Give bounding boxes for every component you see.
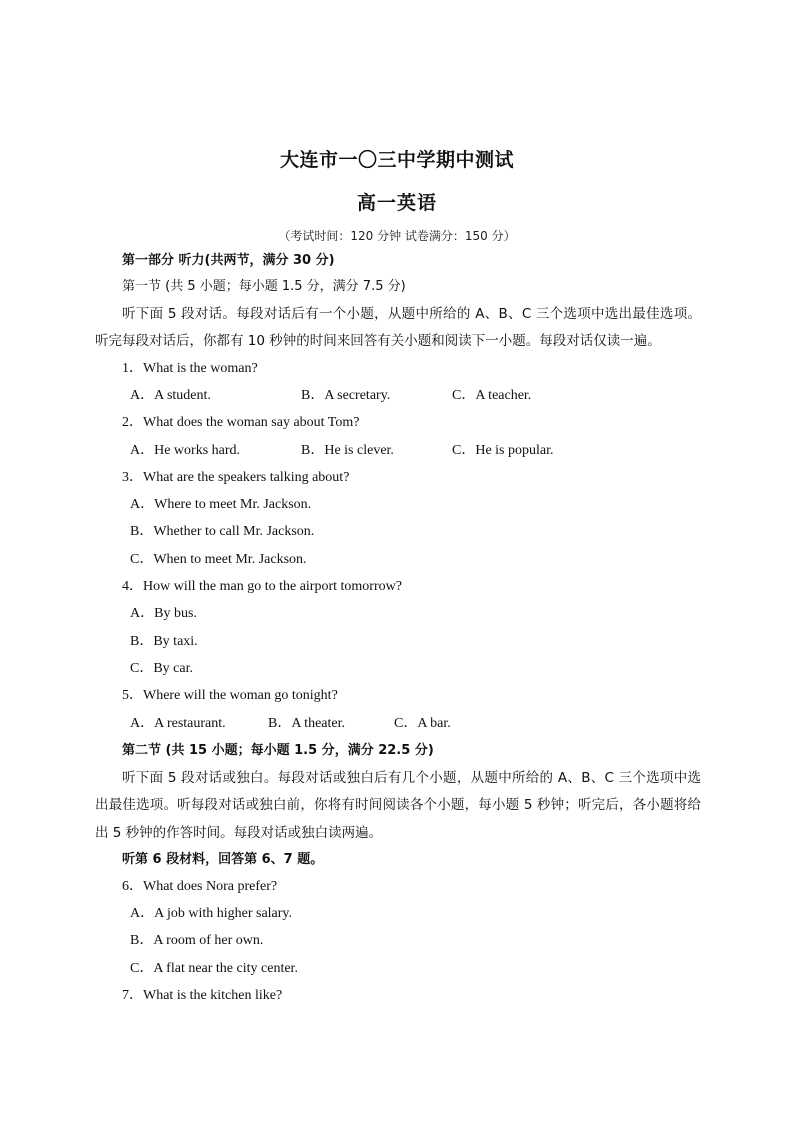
question-3: 3．What are the speakers talking about? bbox=[122, 470, 350, 485]
question-6-option-b: B．A room of her own. bbox=[130, 933, 264, 948]
question-6-option-a: A．A job with higher salary. bbox=[130, 906, 293, 921]
question-5-options bbox=[130, 714, 730, 734]
question-1: 1．What is the woman? bbox=[122, 361, 258, 376]
question-3-option-a: A．Where to meet Mr. Jackson. bbox=[130, 497, 312, 512]
question-3-option-c: C．When to meet Mr. Jackson. bbox=[130, 552, 307, 567]
question-4: 4．How will the man go to the airport tomorrow? bbox=[122, 579, 402, 594]
option-a: A．A student. bbox=[130, 388, 211, 403]
section2-instructions: 听下面 5 段对话或独白。每段对话或独白后有几个小题，从题中所给的 A、B、C 三个选项中选出最佳选项。听每段对话或独白前，你将有时间阅读各个小题，每小题 5 秒钟；听完后，各小题将给出 5 秒钟的作答时间。每段对话或独白读两遍。 bbox=[95, 770, 701, 841]
material-6-heading: 听第 6 段材料，回答第 6、7 题。 bbox=[122, 852, 324, 867]
option-c: C．A bar. bbox=[394, 716, 451, 731]
question-4-option-b: B．By taxi. bbox=[130, 634, 198, 649]
section2-heading: 第二节 (共 15 小题；每小题 1.5 分，满分 22.5 分) bbox=[122, 743, 434, 758]
option-c: C．He is popular. bbox=[452, 443, 554, 458]
question-7: 7．What is the kitchen like? bbox=[122, 988, 283, 1003]
exam-subtitle: 高一英语 bbox=[356, 192, 437, 214]
question-3-option-b: B．Whether to call Mr. Jackson. bbox=[130, 524, 315, 539]
option-b: B．A secretary. bbox=[301, 388, 391, 403]
question-4-option-c: C．By car. bbox=[130, 661, 193, 676]
option-a: A．He works hard. bbox=[130, 443, 241, 458]
question-4-option-a: A．By bus. bbox=[130, 606, 197, 621]
question-6-option-c: C．A flat near the city center. bbox=[130, 961, 298, 976]
question-1-options bbox=[130, 386, 730, 406]
question-6: 6．What does Nora prefer? bbox=[122, 879, 278, 894]
question-5: 5．Where will the woman go tonight? bbox=[122, 688, 338, 703]
option-c: C．A teacher. bbox=[452, 388, 532, 403]
section1-instructions: 听下面 5 段对话。每段对话后有一个小题，从题中所给的 A、B、C 三个选项中选出最佳选项。听完每段对话后，你都有 10 秒钟的时间来回答有关小题和阅读下一小题。每段对话仅读一遍。 bbox=[95, 306, 701, 350]
option-b: B．He is clever. bbox=[301, 443, 394, 458]
part1-heading: 第一部分 听力(共两节，满分 30 分) bbox=[122, 253, 335, 268]
question-2: 2．What does the woman say about Tom? bbox=[122, 415, 360, 430]
exam-meta: （考试时间：120 分钟 试卷满分：150 分） bbox=[278, 229, 516, 243]
option-b: B．A theater. bbox=[268, 716, 345, 731]
option-a: A．A restaurant. bbox=[130, 716, 226, 731]
exam-title: 大连市一〇三中学期中测试 bbox=[279, 149, 514, 171]
section1-heading: 第一节 (共 5 小题；每小题 1.5 分，满分 7.5 分) bbox=[122, 279, 406, 294]
question-2-options bbox=[130, 441, 730, 461]
